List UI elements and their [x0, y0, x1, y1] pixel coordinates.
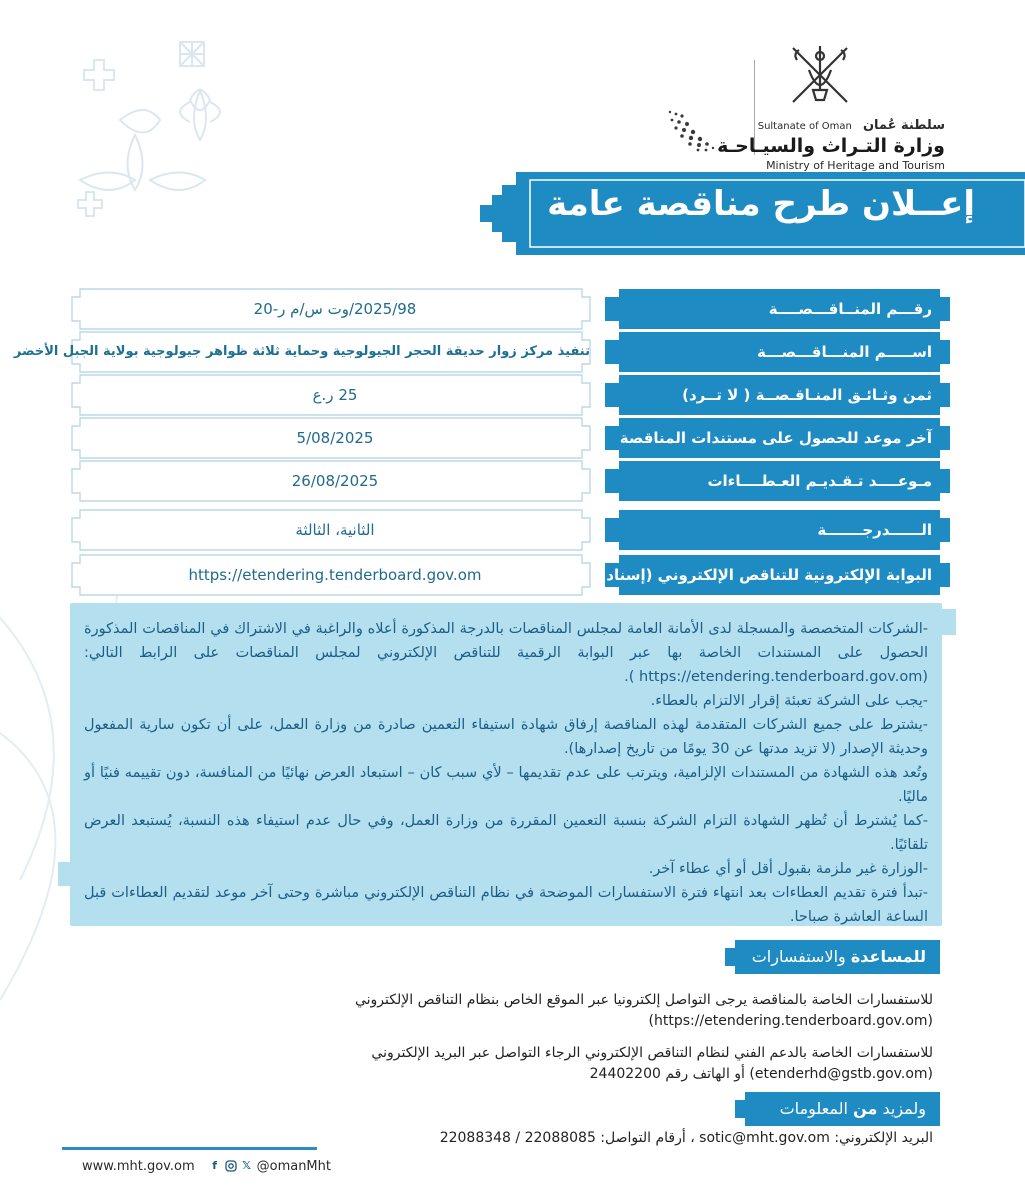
footer: [82, 1156, 331, 1176]
tender-number-label: رقـــم المنــاقـــصــــة: [768, 300, 932, 318]
value-field: [70, 553, 600, 597]
ministry-en-name: Ministry of Heritage and Tourism: [766, 159, 945, 172]
label-field: [605, 461, 950, 501]
documents-deadline-label: آخر موعد للحصول على مستندات المناقصة: [619, 429, 932, 447]
website-link[interactable]: www.mht.gov.om: [82, 1158, 195, 1174]
label-field: [605, 418, 950, 458]
row-tender-name: [13, 330, 950, 374]
value-field: [70, 373, 600, 417]
bid-submission-date-value: 26/08/2025: [291, 472, 379, 490]
row-document-price: [70, 373, 950, 417]
note-item: -كما يُشترط أن تُظهر الشهادة التزام الشركة بنسبة التعمين المقررة من وزارة العمل، وفي حال عدم استيفاء هذه النسبة، يُستبعد العرض تلقائيًا.: [84, 813, 928, 853]
help-support-text: للاستفسارات الخاصة بالدعم الفني لنظام التناقص الإلكتروني الرجاء التواصل عبر البريد الإلكتروني: [371, 1045, 933, 1061]
note-item: -يجب على الشركة تعبئة إقرار الالتزام بالعطاء.: [650, 693, 928, 709]
note-item: وتُعد هذه الشهادة من المستندات الإلزامية، ويترتب على عدم تقديمها – لأي سبب كان – استبعاد العرض نهائيًا من المنافسة، دون تقييمه فنيًا أو ماليًا.: [84, 765, 928, 805]
help-section-title: للمساعدة والاستفسارات: [751, 947, 926, 966]
national-emblem-icon: [785, 40, 855, 110]
row-documents-deadline: [70, 416, 950, 460]
label-field: [605, 289, 950, 329]
social-handle[interactable]: @omanMht: [256, 1158, 331, 1174]
help-section-header: [725, 940, 940, 974]
note-item: -الشركات المتخصصة والمسجلة لدى الأمانة العامة لمجلس المناقصات بالدرجة المذكورة أعلاه والراغبة في الاشتراك في المناقصات المذكورة الحصول على المستندات الخاصة بها عبر البوابة الرقمية للتناقص الإلكتروني لمجلس المناقصات على الرابط التالي: (https://etendering.tenderboard.gov.om ).: [84, 621, 928, 685]
help-paragraph-support: [273, 1043, 933, 1085]
sultanate-ar-label: سلطنة عُمان: [862, 118, 945, 133]
row-e-portal: [70, 553, 950, 597]
tender-name-label: اســـــم المنـــاقـــصـــة: [757, 343, 932, 361]
grade-value: الثانية، الثالثة: [295, 521, 375, 539]
value-field: [13, 330, 600, 374]
ministry-ar-name: وزارة التـراث والسيـاحـة: [717, 135, 945, 157]
more-info-section-title: ولمزيد من المعلومات: [779, 1099, 926, 1118]
documents-deadline-value: 5/08/2025: [296, 429, 374, 447]
row-tender-number: [70, 287, 950, 331]
title-banner: [480, 172, 1025, 255]
row-grade: [70, 508, 950, 552]
bid-submission-date-label: مـوعــــد تـقـديـم العـطــــاءات: [707, 472, 932, 490]
contact-info: البريد الإلكتروني: sotic@mht.gov.om ، أرقام التواصل: 22088085 / 22088348: [439, 1130, 933, 1146]
tender-number-value: 2025/98/وت س/م ر-20: [253, 300, 417, 318]
value-field: [70, 508, 600, 552]
notes-tab-decoration: [928, 609, 956, 635]
note-item: -يشترط على جميع الشركات المتقدمة لهذه المناقصة إرفاق شهادة استيفاء التعمين صادرة من وزارة العمل، على أن تكون سارية المفعول وحديثة الإصدار (لا تزيد مدتها عن 30 يومًا من تاريخ إصدارها).: [84, 717, 928, 757]
x-icon[interactable]: 𝕏: [242, 1159, 252, 1172]
help-tender-link[interactable]: (https://etendering.tenderboard.gov.om): [648, 1013, 933, 1029]
help-paragraph-tender: [273, 990, 933, 1032]
row-bid-submission-date: [70, 459, 950, 503]
value-field: [70, 287, 600, 331]
page-title: إعــلان طرح مناقصة عامة: [547, 184, 975, 224]
e-portal-link[interactable]: https://etendering.tenderboard.gov.om: [188, 566, 482, 584]
terms-box: [70, 603, 942, 926]
note-item: -تبدأ فترة تقديم العطاءات بعد انتهاء فترة الاستفسارات الموضحة في نظام التناقص الإلكتروني مباشرة وحتى آخر موعد لتقديم العطاءات قبل الساعة العاشرة صباحا.: [84, 885, 928, 925]
label-field: [605, 332, 950, 372]
document-price-value: 25 ر.ع: [312, 386, 358, 404]
grade-label: الــــــدرجـــــــة: [817, 521, 932, 539]
help-support-contact[interactable]: (etenderhd@gstb.gov.om) أو الهاتف رقم 24402200: [589, 1066, 933, 1082]
more-info-section-header: [735, 1092, 940, 1126]
help-tender-text: للاستفسارات الخاصة بالمناقصة يرجى التواصل إلكترونيا عبر الموقع الخاص بنظام التناقص الإلكتروني: [354, 992, 933, 1008]
e-portal-label: البوابة الإلكترونية للتناقص الإلكتروني (إسناد): [599, 566, 932, 584]
footer-divider: [62, 1147, 317, 1150]
facebook-icon[interactable]: f: [212, 1159, 217, 1172]
ministry-logo: [645, 40, 945, 172]
document-price-label: ثمن وثـائـق المنـاقـصــة ( لا تــرد): [682, 386, 932, 404]
decorative-pattern: [40, 30, 300, 240]
sultanate-en-label: Sultanate of Oman: [757, 121, 852, 132]
notes-tab-decoration: [58, 862, 82, 886]
value-field: [70, 416, 600, 460]
label-field: [605, 510, 950, 550]
label-field: [599, 555, 950, 595]
instagram-icon[interactable]: [225, 1160, 237, 1172]
note-item: -الوزارة غير ملزمة بقبول أقل أو أي عطاء آخر.: [648, 861, 928, 877]
label-field: [605, 375, 950, 415]
value-field: [70, 459, 600, 503]
tender-name-value: تنفيذ مركز زوار حديقة الحجر الجيولوجية وحماية ثلاثة ظواهر جيولوجية بولاية الجبل الأخضر: [13, 344, 590, 359]
social-icons: [209, 1160, 253, 1172]
